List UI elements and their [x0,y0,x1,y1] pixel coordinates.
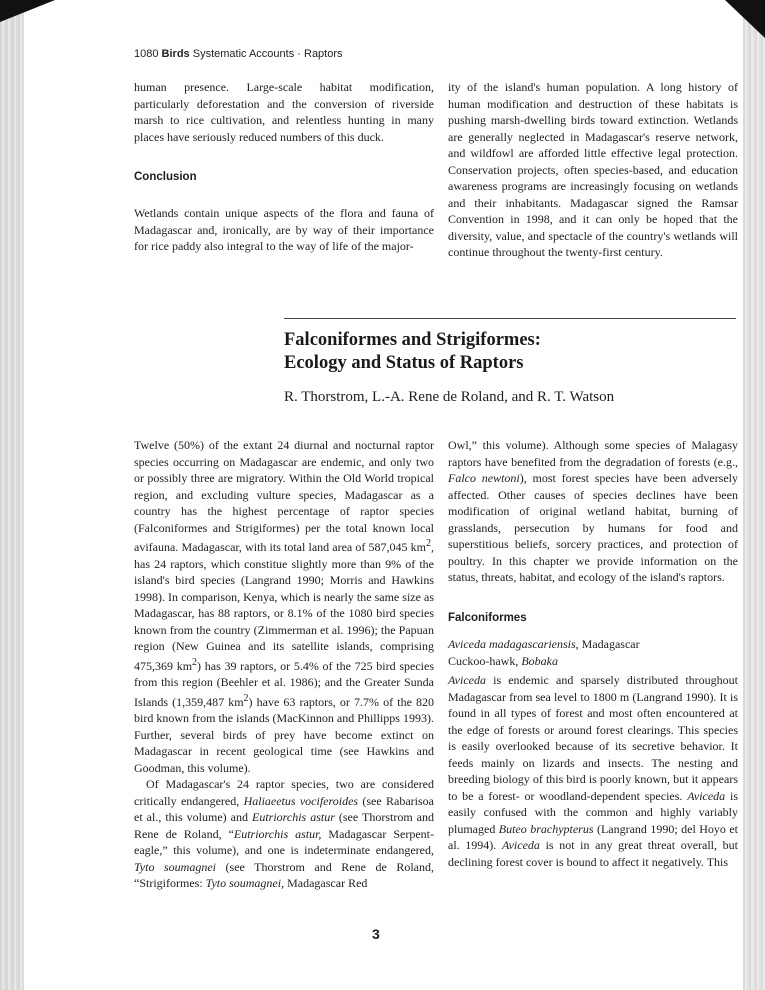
text-run: Of Madagascar's 24 raptor species, two are considered critically endangered, [134,777,434,808]
species-name: Haliaeetus vociferoides [243,793,359,808]
species-name: Eutriorchis astur, [233,826,322,841]
running-head-subtitle: Systematic Accounts · Raptors [192,48,343,60]
species-heading-line-1 [448,636,738,653]
article-authors: R. Thorstrom, L.-A. Rene de Roland, and R. T. Watson [284,389,615,405]
title-rule [284,318,736,319]
species-name: Aviceda [501,838,540,852]
scan-edge-right [743,0,765,990]
top-left-paragraph-1: human presence. Large-scale habitat modification, particularly deforestation and the conversion of riverside marsh to rice cultivation, and relentless hunting in many places have seriously reduced numbers of this duck. [134,80,434,144]
top-left-column [134,79,434,145]
running-head-page: 1080 [134,48,159,60]
main-right-column-top [448,437,738,586]
text-run: (Langrand 1990; del Hoyo et al. 1994). [448,821,738,852]
text-run: , has 24 raptors, which constitue slightly more than 9% of the island's bird species (Langrand 1990; Morris and Hawkins 1998). In comparison, Kenya, which is nearly the same size as Madagascar, has 88 raptors, or 8.1% of the 1080 bird species known from the country (Zimmerman et al. 1996); the Papuan region (New Guinea and its satellite islands, comprising 475,369 km [134,540,434,673]
article-title-line-1: Falconiformes and Strigiformes: [284,330,541,350]
species-name: Tyto soumagnei, [205,876,285,890]
text-run: (see Thorstrom and Rene de Roland, “Strigiformes: [134,859,434,890]
conclusion-paragraph: Wetlands contain unique aspects of the flora and fauna of Madagascar and, ironically, are by way of their importance for rice paddy also integral to the way of life of the major- [134,206,434,253]
main-left-paragraph-2 [134,776,434,892]
text-run: (see Rabarisoa et al., this volume) and [134,793,434,824]
main-left-column [134,437,434,892]
running-head-section: Birds [161,48,190,60]
falconiformes-heading: Falconiformes [448,612,527,624]
superscript: 2 [426,538,431,549]
main-left-paragraph-1 [134,437,434,776]
text-run: is easily confused with the common and highly variably plumaged [448,788,738,836]
text-run: Owl,” this volume). Although some species of Malagasy raptors have benefited from the degradation of forests (e.g., [448,438,738,469]
species-name: Falco newtoni [448,471,520,485]
text-run: ) have 63 raptors, or 7.7% of the 820 bird known from the islands (MacKinnon and Phillipps 1993). Further, several birds of prey have become extinct on Madagascar in recent geological time (see Hawkins and Goodman, this volume). [134,694,435,775]
species-heading [448,636,738,669]
species-heading-line-2 [448,653,738,670]
text-run: Madagascar Serpent-eagle,” this volume), and one is indeterminate endangered, [134,826,434,857]
article-title [284,329,541,375]
article-title-line-2: Ecology and Status of Raptors [284,353,524,373]
main-right-paragraph-2 [448,672,738,870]
conclusion-column [134,205,434,255]
page-number: 3 [372,926,380,942]
main-right-paragraph-1 [448,437,738,586]
superscript: 2 [192,656,198,668]
species-name: Tyto soumagnei [134,859,216,874]
main-right-column-bottom [448,672,738,870]
text-run: ) has 39 raptors, or 5.4% of the 725 bird species from this region (Beehler et al. 1986); and the Greater Sunda Islands (1,359,487 km [134,658,434,709]
species-name: Eutriorchis astur [251,810,335,824]
species-name: Aviceda madagascariensis, [448,637,579,651]
text-run: ), most forest species have been adversely affected. Other causes of species declines have been modification of original wetland habitat, burning of grasslands, persecution by humans for food and superstitious beliefs, sorcery practices, and protection of poultry. In this chapter we provide information on the status, threats, habitat, and ecology of the island's raptors. [448,471,738,584]
species-name: Aviceda [687,788,726,803]
conclusion-heading: Conclusion [134,171,197,183]
running-head [134,48,343,60]
superscript: 2 [243,692,249,704]
local-name: Bobaka [521,653,558,668]
text-run: is endemic and sparsely distributed throughout Madagascar from sea level to 1800 m (Langrand 1990). It is found in all types of forest and most often encountered at the edge of forests or around forest clearings. This species is easily overlooked because of its secretive behavior. It feeds mainly on lizards and insects. The nesting and breeding biology of this bird is poorly known, but it appears to be a forest- or woodland-dependent species. [448,673,738,803]
text-run: Madagascar Red [284,876,368,890]
species-name: Buteo brachypterus [498,821,594,836]
scan-edge-left [0,0,24,990]
text-run: Madagascar [578,637,640,651]
text-run: is not in any great threat overall, but declining forest cover is bound to affect it negatively. This [448,838,738,869]
species-name: Aviceda [448,673,486,687]
text-run: Twelve (50%) of the extant 24 diurnal and nocturnal raptor species occurring on Madagascar are endemic, and only two or possibly three are migratory. Within the Old World tropical region, and excluding vulture species, Madagascar as a country has the highest percentage of raptor species (Falconiformes and Strigiformes) per the total known local avifauna. Madagascar, with its total land area of 587,045 km [134,438,434,554]
text-run: Cuckoo-hawk, [448,653,522,668]
top-right-paragraph-1: ity of the island's human population. A long history of human modification and destruction of these habitats is pushing marsh-dwelling birds toward extinction. Wetlands are generally neglected in Madagascar's reserve network, and wildfowl are afforded little effective legal protection. Conservation projects, often species-based, and education awareness programs are increasingly focusing on wetlands and their inhabitants. Madagascar signed the Ramsar Convention in 1998, and it can only be hoped that the diversity, value, and spectacle of the country's wetlands will continue throughout the twenty-first century. [448,80,738,259]
scan-corner-top-left [0,0,55,22]
text-run: (see Thorstrom and Rene de Roland, “ [134,810,434,841]
top-right-column [448,79,738,261]
